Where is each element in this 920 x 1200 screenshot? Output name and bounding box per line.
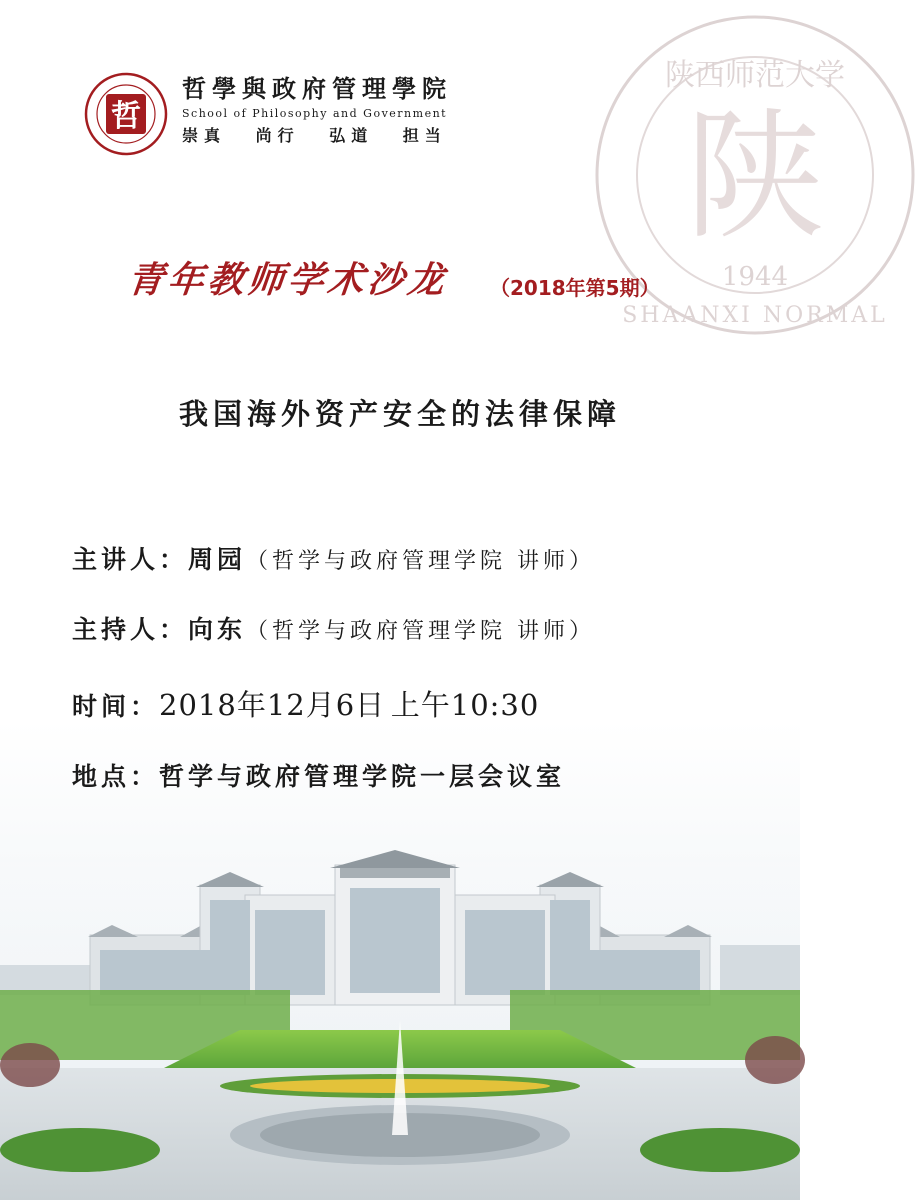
school-motto [182,124,452,148]
time-date: 2018年12月6日 [159,688,386,722]
school-name-en: School of Philosophy and Government [182,107,448,120]
seal-char: 哲 [111,99,141,134]
watermark-ring-text: 陕西师范大学 [665,58,845,93]
speaker-note: （哲学与政府管理学院 讲师） [246,549,596,574]
host-note: （哲学与政府管理学院 讲师） [246,619,596,644]
place-label: 地点： [72,762,160,791]
salon-title: 青年教师学术沙龙 [125,259,450,301]
watermark-year: 1944 [721,262,789,292]
speaker-line [72,540,595,576]
place-value: 哲学与政府管理学院一层会议室 [159,762,566,791]
time-label: 时间： [72,692,160,721]
watermark-ring-en: SHAANXI NORMAL [622,303,888,328]
campus-building-image [0,840,800,1200]
motto-word: 担当 [402,126,447,145]
lecture-topic: 我国海外资产安全的法律保障 [178,397,621,431]
host-label: 主持人： [72,615,189,644]
school-name-cn: 哲學與政府管理學院 [182,74,452,103]
place-line [72,757,565,793]
host-name: 向东 [188,615,247,644]
motto-word: 尚行 [255,126,300,145]
time-clock: 上午10:30 [390,688,540,722]
host-line [72,610,595,646]
time-line [72,683,539,724]
speaker-label: 主讲人： [72,545,189,574]
motto-word: 崇真 [182,126,227,145]
salon-issue: （2018年第5期） [490,276,660,300]
school-name-block [182,74,452,148]
speaker-name: 周园 [188,545,247,574]
motto-word: 弘道 [329,126,374,145]
watermark-char: 陕 [684,96,826,259]
school-seal-logo [84,72,168,156]
